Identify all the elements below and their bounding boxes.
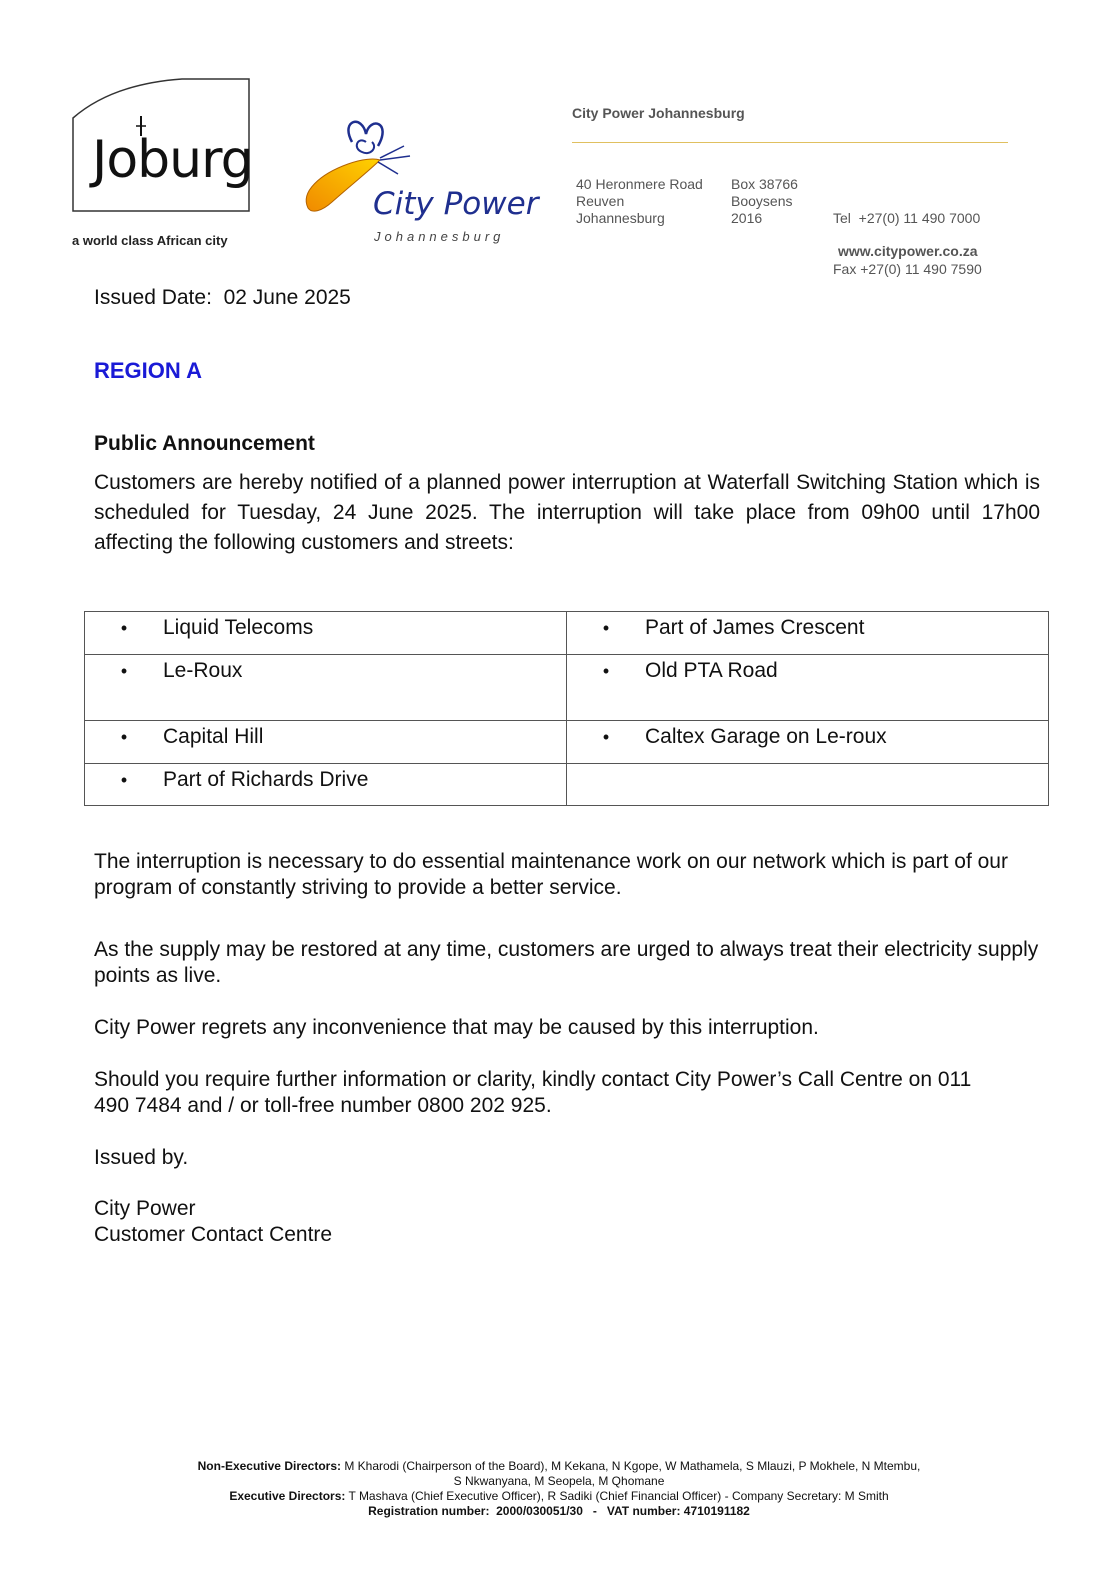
address-line: 40 Heronmere Road <box>576 176 703 192</box>
maintenance-paragraph: The interruption is necessary to do essential maintenance work on our network which is part of our program of constantly striving to provide a better service. <box>94 850 1008 899</box>
table-row <box>85 612 1049 655</box>
org-name: City Power Johannesburg <box>572 105 745 121</box>
table-row <box>85 764 1049 806</box>
street-cell <box>85 721 567 764</box>
box-line: 2016 <box>731 210 763 226</box>
footer-registration: Registration number: 2000/030051/30 - VAT number: 4710191182 <box>368 1504 750 1518</box>
footer-nonexec-line <box>0 1459 1118 1474</box>
footer-exec-line <box>0 1489 1118 1504</box>
bullet-icon: • <box>602 727 610 747</box>
regrets-paragraph: City Power regrets any inconvenience that may be caused by this interruption. <box>94 1016 819 1039</box>
joburg-tagline: a world class African city <box>72 233 228 248</box>
box-line: Box 38766 <box>731 176 798 192</box>
street-cell <box>567 721 1049 764</box>
footer-nonexec-line2: S Nkwanyana, M Seopela, M Qhomane <box>453 1474 665 1488</box>
table-row <box>85 721 1049 764</box>
bullet-icon: • <box>602 618 610 638</box>
street-name: Part of James Crescent <box>645 616 865 639</box>
street-name: Part of Richards Drive <box>163 768 369 791</box>
intro-paragraph: Customers are hereby notified of a planned power interruption at Waterfall Switching Station which is scheduled for Tuesday, 24 June 2025. The interruption will take place from 09h00 until 17h00 affecting the following customers and streets: <box>94 471 1040 554</box>
region-heading: REGION A <box>94 358 202 383</box>
street-cell <box>85 655 567 721</box>
nonexec-names: M Kharodi (Chairperson of the Board), M Kekana, N Kgope, W Mathamela, S Mlauzi, P Mokhele, N Mtembu, <box>341 1459 921 1473</box>
box-line: Booysens <box>731 193 793 209</box>
signoff-line: Customer Contact Centre <box>94 1223 333 1246</box>
bullet-icon: • <box>120 727 128 747</box>
street-cell <box>85 764 567 806</box>
street-name: Caltex Garage on Le-roux <box>645 725 887 748</box>
city-power-logo-text: City Power <box>373 186 539 222</box>
contact-paragraph: Should you require further information or clarity, kindly contact City Power’s Call Centre on 011 490 7484 and / or toll-free number 0800 202 925. <box>94 1068 972 1117</box>
announcement-title: Public Announcement <box>94 432 315 455</box>
street-cell-empty <box>567 764 1049 806</box>
street-cell <box>567 655 1049 721</box>
website-link[interactable]: www.citypower.co.za <box>838 243 978 259</box>
exec-label: Executive Directors: <box>229 1489 346 1503</box>
affected-streets-table <box>84 611 1049 806</box>
exec-names: T Mashava (Chief Executive Officer), R Sadiki (Chief Financial Officer) - Company Secretary: M Smith <box>345 1489 889 1503</box>
table-row <box>85 655 1049 721</box>
signoff-block <box>94 1196 1040 1248</box>
signoff-line: City Power <box>94 1197 196 1220</box>
address-block <box>576 176 703 227</box>
street-cell <box>85 612 567 655</box>
bullet-icon: • <box>120 661 128 681</box>
street-name: Old PTA Road <box>645 659 778 682</box>
fax-line: Fax +27(0) 11 490 7590 <box>833 261 982 277</box>
bullet-icon: • <box>120 770 128 790</box>
issued-date: Issued Date: 02 June 2025 <box>94 286 351 309</box>
bullet-icon: • <box>602 661 610 681</box>
header-divider <box>572 142 1008 143</box>
postal-box-block <box>731 176 798 227</box>
city-power-logo-subtitle: Johannesburg <box>374 229 505 244</box>
supply-paragraph: As the supply may be restored at any time, customers are urged to always treat their electricity supply points as live. <box>94 938 1039 987</box>
street-name: Le-Roux <box>163 659 243 682</box>
street-name: Liquid Telecoms <box>163 616 314 639</box>
tel-line: Tel +27(0) 11 490 7000 <box>833 210 981 226</box>
street-name: Capital Hill <box>163 725 264 748</box>
issued-by: Issued by. <box>94 1146 189 1169</box>
address-line: Johannesburg <box>576 210 665 226</box>
address-line: Reuven <box>576 193 625 209</box>
street-cell <box>567 612 1049 655</box>
nonexec-label: Non-Executive Directors: <box>197 1459 341 1473</box>
joburg-logo-text: Joburg <box>92 130 253 190</box>
contact-block <box>833 176 982 295</box>
bullet-icon: • <box>120 618 128 638</box>
